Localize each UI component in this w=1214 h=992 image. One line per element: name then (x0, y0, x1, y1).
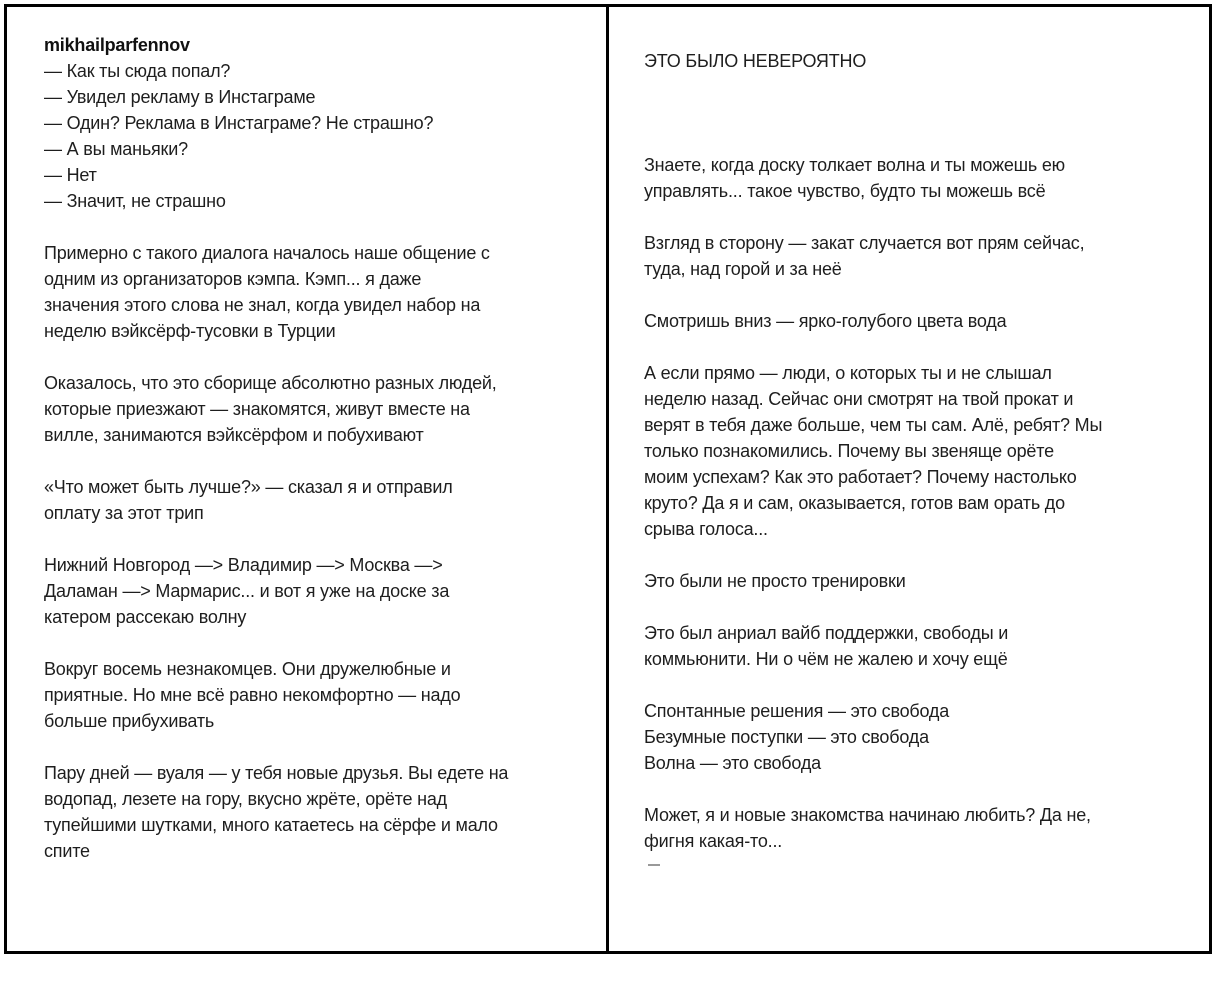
text-line: одним из организаторов кэмпа. Кэмп... я даже (44, 269, 422, 289)
cut-off-dash (648, 864, 660, 866)
dialogue-line: — Увидел рекламу в Инстаграме (44, 87, 316, 107)
paragraph (644, 620, 1189, 672)
text-line: верят в тебя даже больше, чем ты сам. Алё, ребят? Мы (644, 415, 1103, 435)
text-line: которые приезжают — знакомятся, живут вместе на (44, 399, 470, 419)
dialogue-line: — А вы маньяки? (44, 139, 188, 159)
text-line: приятные. Но мне всё равно некомфортно — надо (44, 685, 461, 705)
text-line: Волна — это свобода (644, 753, 821, 773)
text-line: Это был анриал вайб поддержки, свободы и (644, 623, 1009, 643)
dialogue-line: — Как ты сюда попал? (44, 61, 231, 81)
section-heading (644, 48, 1189, 74)
text-line: Оказалось, что это сборище абсолютно разных людей, (44, 373, 497, 393)
text-line: Пару дней — вуаля — у тебя новые друзья. Вы едете на (44, 763, 509, 783)
text-line: катером рассекаю волну (44, 607, 247, 627)
dialogue-block (44, 32, 589, 214)
text-line: Вокруг восемь незнакомцев. Они дружелюбные и (44, 659, 451, 679)
paragraph (44, 240, 589, 344)
text-line: только познакомились. Почему вы звеняще орёте (644, 441, 1054, 461)
right-page (644, 7, 1189, 992)
text-line: Это были не просто тренировки (644, 571, 906, 591)
paragraph (44, 474, 589, 526)
text-line: туда, над горой и за неё (644, 259, 842, 279)
dialogue-line: — Значит, не страшно (44, 191, 226, 211)
text-line: Даламан —> Мармарис... и вот я уже на доске за (44, 581, 450, 601)
paragraph (644, 568, 1189, 594)
text-line: «Что может быть лучше?» — сказал я и отправил (44, 477, 453, 497)
text-line: водопад, лезете на гору, вкусно жрёте, орёте над (44, 789, 447, 809)
paragraph (44, 760, 589, 864)
text-line: Безумные поступки — это свобода (644, 727, 929, 747)
text-line: Примерно с такого диалога началось наше общение с (44, 243, 490, 263)
text-line: моим успехам? Как это работает? Почему настолько (644, 467, 1077, 487)
dialogue-line: — Один? Реклама в Инстаграме? Не страшно? (44, 113, 434, 133)
left-page (44, 7, 589, 976)
text-line: А если прямо — люди, о которых ты и не слышал (644, 363, 1052, 383)
text-line: Взгляд в сторону — закат случается вот прям сейчас, (644, 233, 1085, 253)
text-line: Знаете, когда доску толкает волна и ты можешь ею (644, 155, 1065, 175)
paragraph (644, 802, 1189, 854)
paragraph (44, 656, 589, 734)
text-line: Смотришь вниз — ярко-голубого цвета вода (644, 311, 1007, 331)
paragraph (44, 552, 589, 630)
text-line: больше прибухивать (44, 711, 215, 731)
paragraph (44, 370, 589, 448)
paragraph (644, 360, 1189, 542)
text-line: управлять... такое чувство, будто ты можешь всё (644, 181, 1046, 201)
truncated-text-line (644, 862, 1189, 870)
text-line: Спонтанные решения — это свобода (644, 701, 950, 721)
text-line: неделю вэйксёрф-тусовки в Турции (44, 321, 336, 341)
text-line: срыва голоса... (644, 519, 768, 539)
page-divider (606, 7, 609, 951)
text-line: Может, я и новые знакомства начинаю любить? Да не, (644, 805, 1091, 825)
text-line: фигня какая-то... (644, 831, 783, 851)
text-line: коммьюнити. Ни о чём не жалею и хочу ещё (644, 649, 1008, 669)
heading-text: ЭТО БЫЛО НЕВЕРОЯТНО (644, 51, 867, 71)
two-page-spread (4, 4, 1212, 954)
username: mikhailparfennov (44, 35, 190, 55)
text-line: Нижний Новгород —> Владимир —> Москва —> (44, 555, 443, 575)
text-line: круто? Да я и сам, оказывается, готов вам орать до (644, 493, 1065, 513)
text-line: значения этого слова не знал, когда увидел набор на (44, 295, 481, 315)
text-line: вилле, занимаются вэйксёрфом и побухивают (44, 425, 424, 445)
paragraph (644, 230, 1189, 282)
text-line: неделю назад. Сейчас они смотрят на твой прокат и (644, 389, 1074, 409)
text-line: оплату за этот трип (44, 503, 204, 523)
paragraph (644, 152, 1189, 204)
paragraph (644, 698, 1189, 776)
dialogue-line: — Нет (44, 165, 97, 185)
paragraph (644, 308, 1189, 334)
text-line: спите (44, 841, 90, 861)
text-line: тупейшими шутками, много катаетесь на сёрфе и мало (44, 815, 498, 835)
